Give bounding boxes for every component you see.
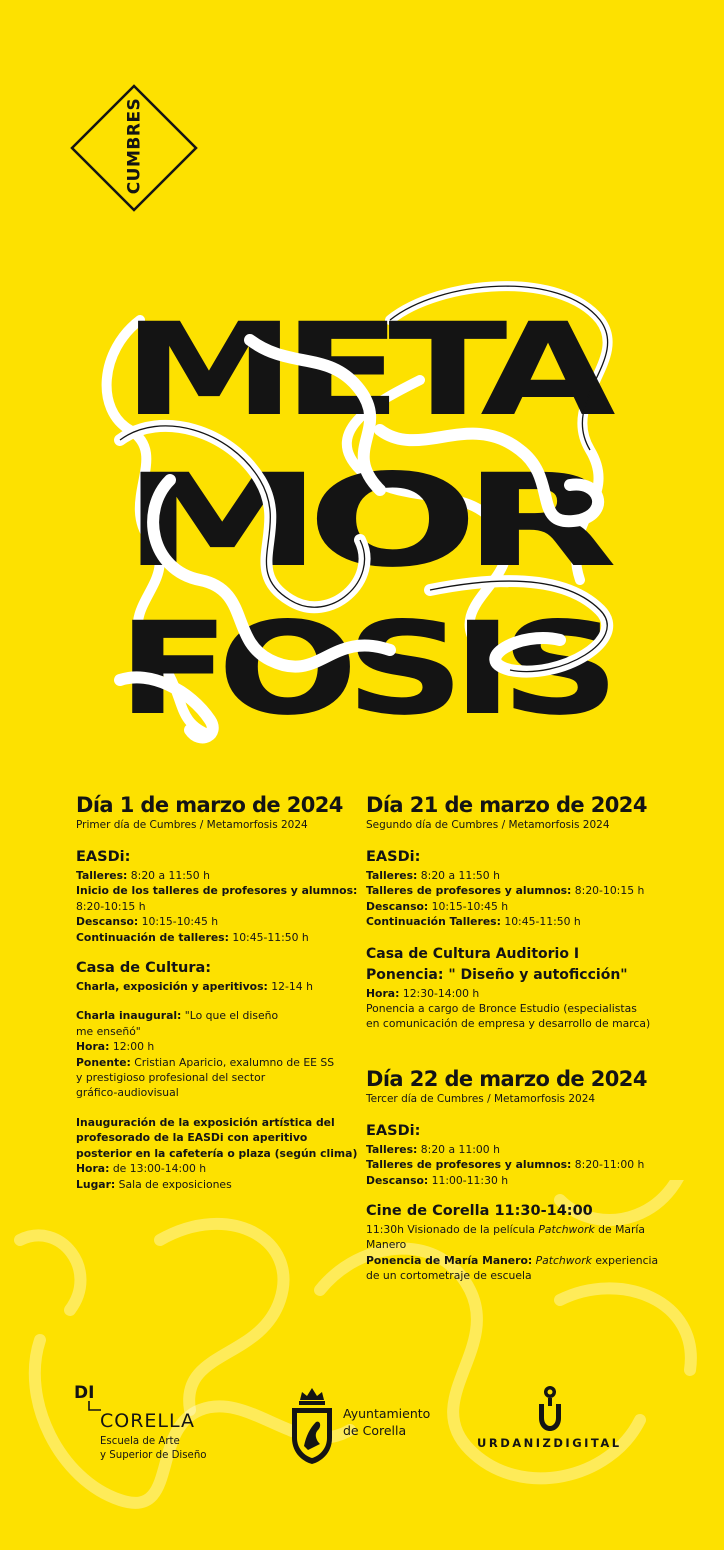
talleres-prof-line-22: Talleres de profesores y alumnos: 8:20-11:00 h	[366, 1158, 645, 1172]
ponencia-line-2: en comunicación de empresa y desarrollo de marca)	[366, 1017, 651, 1031]
easdi-logo-line-2: y Superior de Diseño	[100, 1450, 207, 1461]
talleres-prof-line-21: Talleres de profesores y alumnos: 8:20-10:15 h	[366, 884, 645, 898]
inicio-value: 8:20-10:15 h	[76, 899, 146, 913]
exposicion-hora: Hora: de 13:00-14:00 h	[76, 1162, 207, 1176]
day-22-subtitle: Tercer día de Cumbres / Metamorfosis 2024	[366, 1092, 596, 1105]
ponente-cont-1: y prestigioso profesional del sector	[76, 1071, 266, 1085]
hora-line: Hora: 12:00 h	[76, 1040, 155, 1054]
day-1-subtitle: Primer día de Cumbres / Metamorfosis 2024	[76, 819, 308, 831]
descanso-line: Descanso: 10:15-10:45 h	[76, 915, 219, 929]
easdi-logo-di: DI	[74, 1383, 95, 1403]
charla-inaugural-line: Charla inaugural: "Lo que el diseño	[76, 1009, 279, 1023]
casa-cultura-auditorio-heading: Casa de Cultura Auditorio I	[366, 945, 580, 962]
ponente-line: Ponente: Cristian Aparicio, exalumno de EE SS	[76, 1055, 335, 1069]
exposicion-line-3: posterior en la cafetería o plaza (según clima)	[76, 1146, 358, 1160]
day-21-title: Día 21 de marzo de 2024	[366, 793, 647, 817]
easdi-heading-22: EASDi:	[366, 1122, 421, 1139]
charla-line: Charla, exposición y aperitivos: 12-14 h	[76, 980, 313, 994]
exposicion-line-2: profesorado de la EASDi con aperitivo	[76, 1131, 308, 1145]
title-line-3: FOSIS	[117, 595, 609, 744]
day-22-title: Día 22 de marzo de 2024	[366, 1066, 647, 1091]
talleres-line-22: Talleres: 8:20 a 11:00 h	[366, 1142, 500, 1156]
ponencia-heading: Ponencia: " Diseño y autoficción"	[366, 966, 628, 983]
title-line-1: META	[122, 296, 616, 445]
title-line-2: MOR	[122, 447, 614, 596]
day-21-subtitle: Segundo día de Cumbres / Metamorfosis 2024	[366, 819, 610, 831]
metamorfosis-title-art	[0, 280, 724, 750]
ayuntamiento-shield-icon	[290, 1386, 334, 1466]
continuacion-line-21: Continuación Talleres: 10:45-11:50 h	[366, 915, 581, 929]
ponente-cont-2: gráfico-audiovisual	[76, 1086, 179, 1100]
descanso-line-22: Descanso: 11:00-11:30 h	[366, 1173, 509, 1187]
urdaniz-logo-icon	[533, 1384, 567, 1434]
exposicion-line-1: Inauguración de la exposición artística del	[76, 1115, 335, 1129]
inicio-line: Inicio de los talleres de profesores y alumnos:	[76, 884, 358, 898]
day-1-title: Día 1 de marzo de 2024	[76, 793, 343, 817]
easdi-heading-21: EASDi:	[366, 849, 421, 865]
charla-inaugural-cont: me enseñó"	[76, 1024, 141, 1038]
schedule-day-1	[76, 792, 358, 1192]
casa-cultura-heading: Casa de Cultura:	[76, 960, 212, 977]
talleres-line: Talleres: 8:20 a 11:50 h	[76, 869, 210, 882]
schedule-days-21-22	[366, 792, 666, 1284]
ayuntamiento-label-2: de Corella	[343, 1423, 407, 1438]
ponencia-line-1: Ponencia a cargo de Bronce Estudio (especialistas	[366, 1002, 637, 1016]
exposicion-lugar: Lugar: Sala de exposiciones	[76, 1177, 232, 1191]
descanso-line-21: Descanso: 10:15-10:45 h	[366, 899, 509, 913]
hora-line-21: Hora: 12:30-14:00 h	[366, 986, 480, 1000]
easdi-heading: EASDi:	[76, 849, 131, 865]
cine-line-2: Manero	[366, 1238, 407, 1252]
ponencia-manero-line: Ponencia de María Manero: Patchwork experiencia	[366, 1253, 659, 1267]
easdi-logo-corella: CORELLA	[100, 1410, 196, 1432]
continuacion-line: Continuación de talleres: 10:45-11:50 h	[76, 930, 309, 944]
cine-line-1: 11:30h Visionado de la película Patchwork de María	[366, 1223, 646, 1237]
urdaniz-logo-label: URDANIZDIGITAL	[477, 1436, 622, 1450]
cumbres-logo-label: CUMBRES	[124, 97, 145, 195]
talleres-line-21: Talleres: 8:20 a 11:50 h	[366, 869, 500, 882]
ayuntamiento-label-1: Ayuntamiento	[343, 1406, 431, 1421]
easdi-logo-line-1: Escuela de Arte	[100, 1436, 180, 1447]
ponencia-manero-cont: de un cortometraje de escuela	[366, 1269, 532, 1283]
cine-corella-heading: Cine de Corella 11:30-14:00	[366, 1203, 593, 1220]
